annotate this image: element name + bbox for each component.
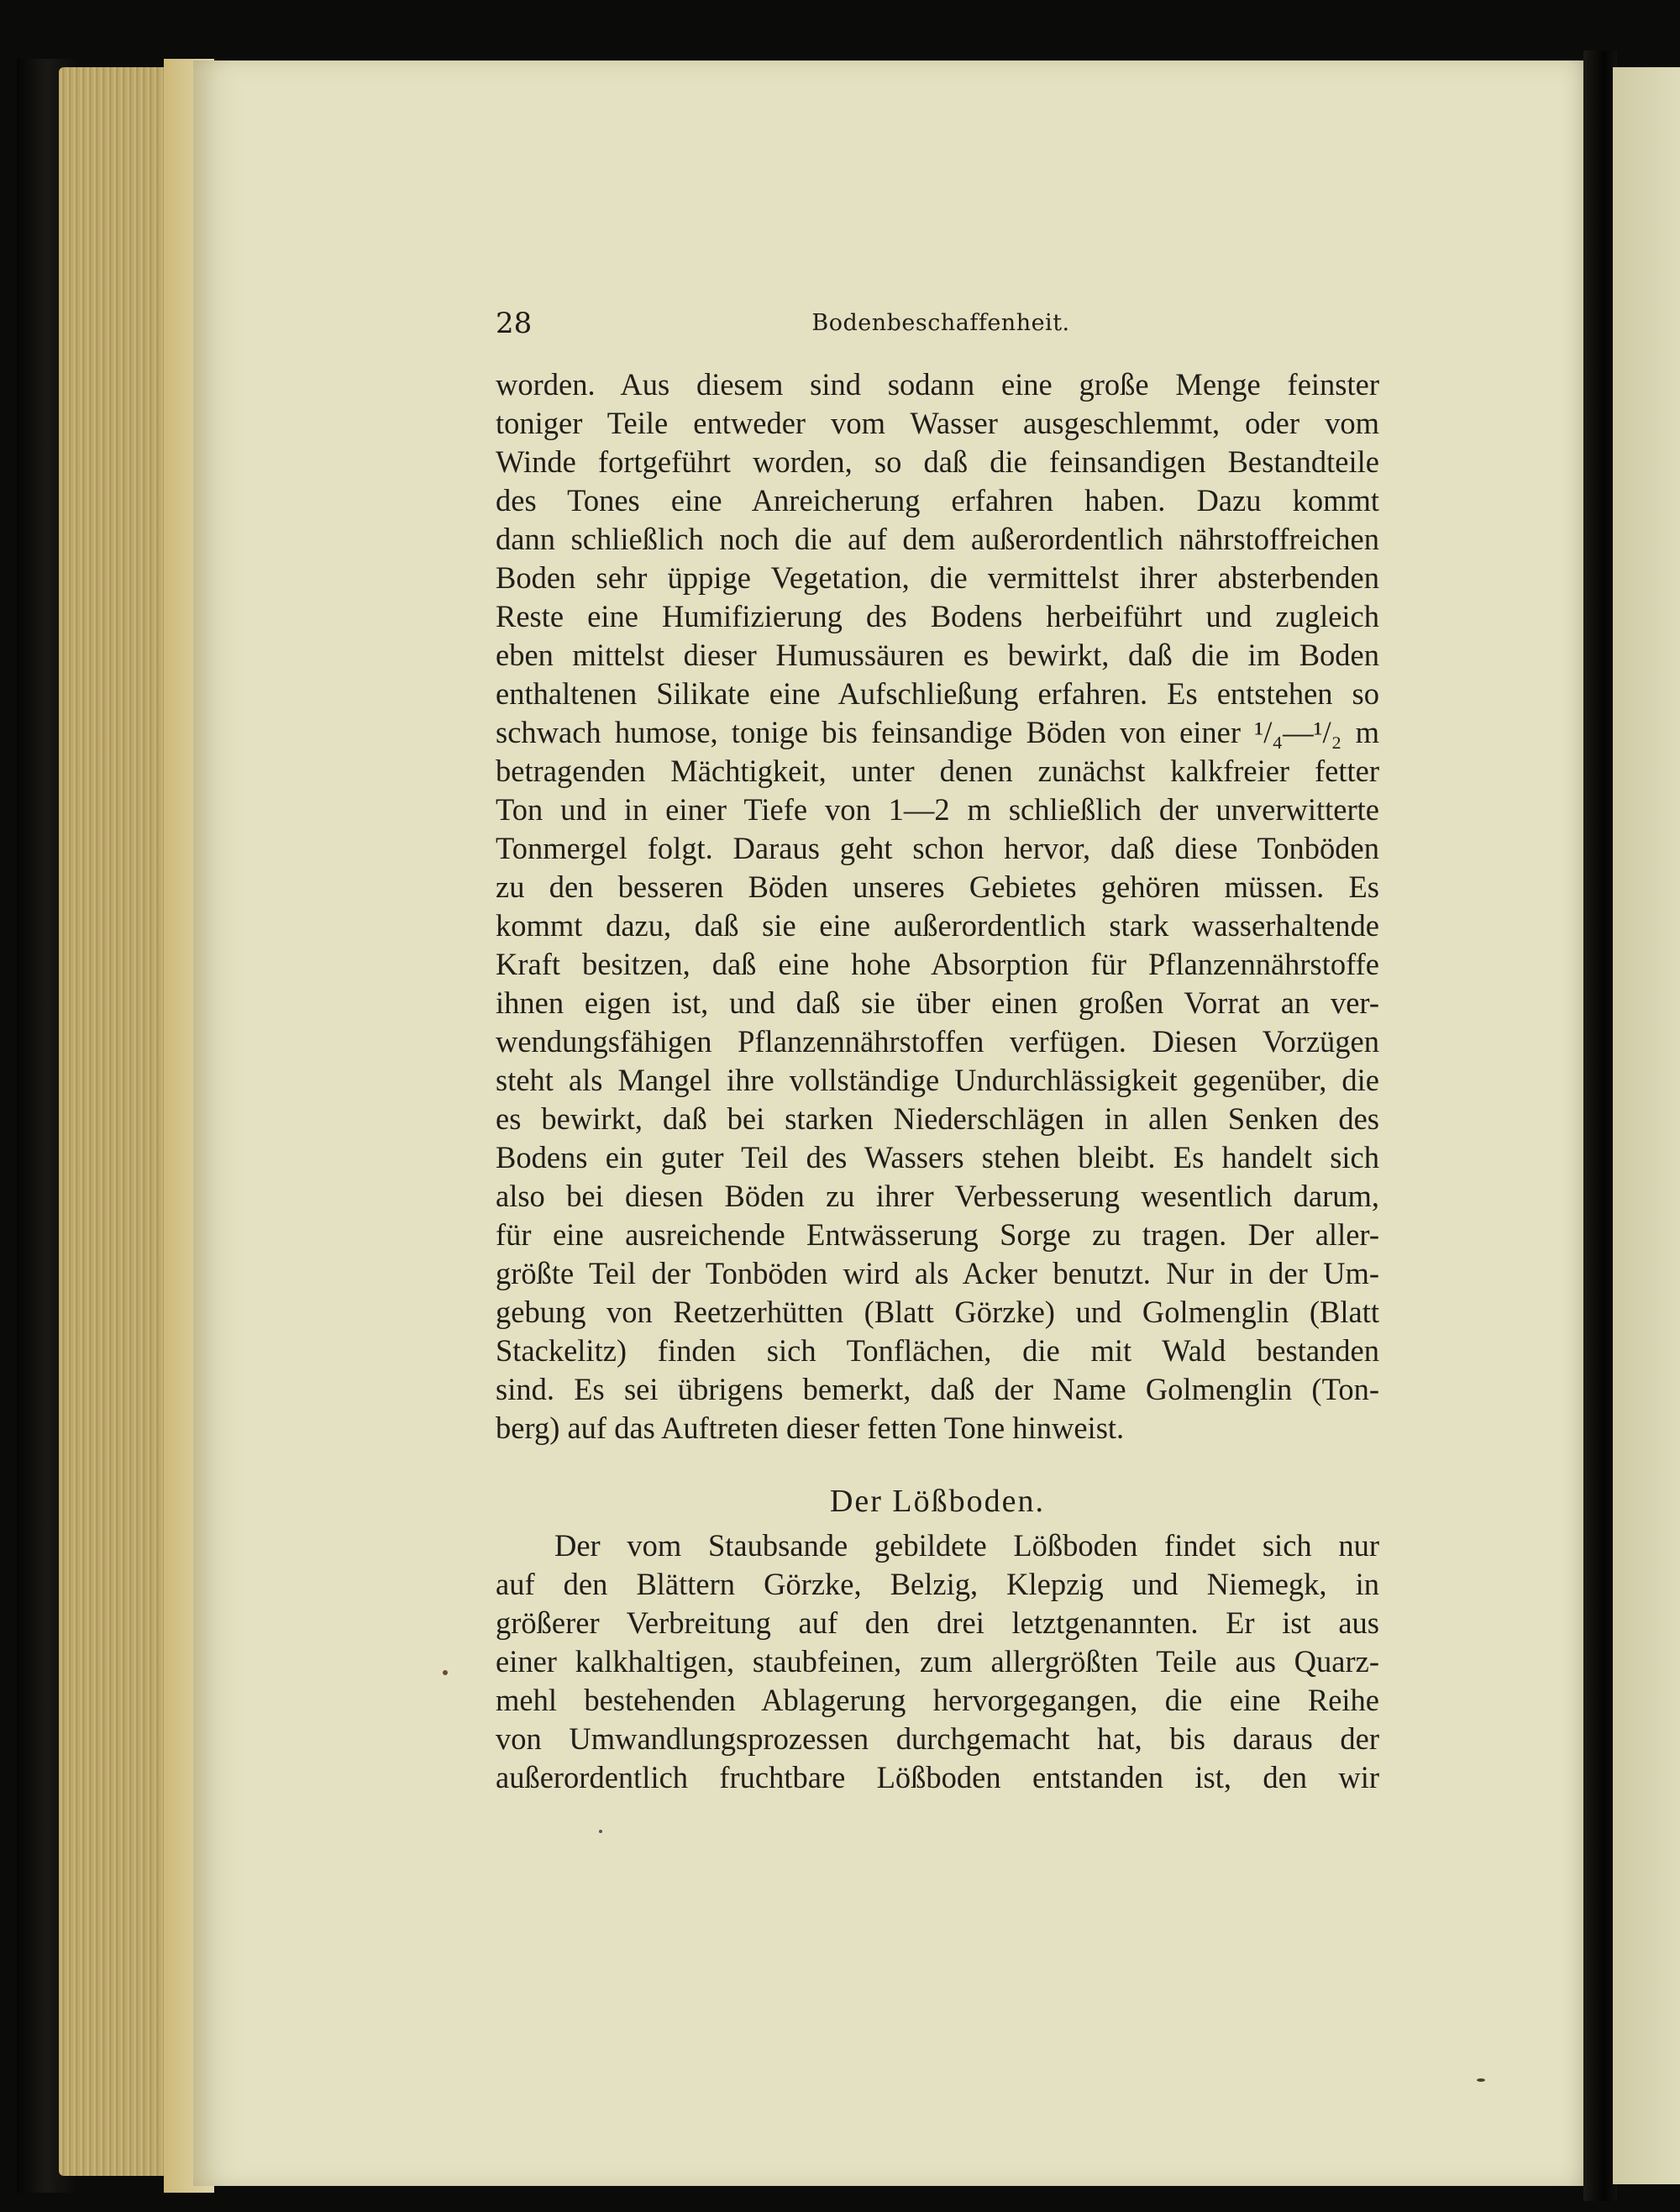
text-line: Winde fortgeführt worden, so daß die feinsandigen Bestandteile: [496, 444, 1379, 479]
paragraph-1: [496, 365, 1379, 1448]
text-line: gebung von Reetzerhütten (Blatt Görzke) und Golmenglin (Blatt: [496, 1295, 1379, 1329]
text-line: dann schließlich noch die auf dem außerordentlich nährstoffreichen: [496, 522, 1379, 556]
text-line: also bei diesen Böden zu ihrer Verbesserung wesentlich darum,: [496, 1179, 1379, 1213]
text-line: außerordentlich fruchtbare Lößboden entstanden ist, den wir: [496, 1760, 1379, 1794]
text-line: wendungsfähigen Pflanzennährstoffen verfügen. Diesen Vorzügen: [496, 1024, 1379, 1059]
running-head: Bodenbeschaffenheit.: [811, 310, 1070, 336]
text-line: enthaltenen Silikate eine Aufschließung erfahren. Es entstehen so: [496, 676, 1379, 711]
paragraph-2: [496, 1526, 1379, 1797]
text-line: zu den besseren Böden unseres Gebietes gehören müssen. Es: [496, 870, 1379, 904]
section-heading: Der Lößboden.: [829, 1484, 1046, 1519]
text-line: Der vom Staubsande gebildete Lößboden findet sich nur: [554, 1528, 1379, 1563]
ink-speck: [1477, 2078, 1485, 2082]
text-line: berg) auf das Auftreten dieser fetten Tone hinweist.: [496, 1411, 1125, 1445]
text-line: schwach humose, tonige bis feinsandige Böden von einer ¹/₄—¹/₂ m: [496, 715, 1379, 749]
facing-page-edge: [1613, 67, 1680, 2184]
ink-speck: [599, 1830, 602, 1833]
text-line: Bodens ein guter Teil des Wassers stehen bleibt. Es handelt sich: [496, 1140, 1379, 1174]
text-line: für eine ausreichende Entwässerung Sorge zu tragen. Der aller-: [496, 1217, 1379, 1252]
text-line: von Umwandlungsprozessen durchgemacht hat, bis daraus der: [496, 1721, 1379, 1756]
text-line: auf den Blättern Görzke, Belzig, Klepzig und Niemegk, in: [496, 1567, 1379, 1601]
text-line: des Tones eine Anreicherung erfahren haben. Dazu kommt: [496, 483, 1379, 518]
page-number: 28: [496, 307, 533, 340]
text-line: eben mittelst dieser Humussäuren es bewirkt, daß die im Boden: [496, 638, 1379, 672]
ink-speck: [443, 1670, 448, 1675]
text-line: betragenden Mächtigkeit, unter denen zunächst kalkfreier fetter: [496, 754, 1379, 788]
book-gutter: [1583, 50, 1617, 2201]
page-header: [496, 307, 1386, 349]
text-line: Boden sehr üppige Vegetation, die vermittelst ihrer absterbenden: [496, 560, 1379, 595]
text-line: steht als Mangel ihre vollständige Undurchlässigkeit gegenüber, die: [496, 1063, 1379, 1097]
text-line: ihnen eigen ist, und daß sie über einen großen Vorrat an ver-: [496, 985, 1379, 1020]
text-line: Reste eine Humifizierung des Bodens herbeiführt und zugleich: [496, 599, 1379, 633]
text-line: toniger Teile entweder vom Wasser ausgeschlemmt, oder vom: [496, 406, 1379, 440]
text-line: Ton und in einer Tiefe von 1—2 m schließlich der unverwitterte: [496, 792, 1379, 827]
text-line: sind. Es sei übrigens bemerkt, daß der Name Golmenglin (Ton-: [496, 1372, 1379, 1406]
text-line: kommt dazu, daß sie eine außerordentlich stark wasserhaltende: [496, 908, 1379, 943]
text-line: Tonmergel folgt. Daraus geht schon hervor, daß diese Tonböden: [496, 831, 1379, 865]
text-line: Kraft besitzen, daß eine hohe Absorption für Pflanzennährstoffe: [496, 947, 1379, 981]
text-line: größte Teil der Tonböden wird als Acker benutzt. Nur in der Um-: [496, 1256, 1379, 1290]
text-line: es bewirkt, daß bei starken Niederschlägen in allen Senken des: [496, 1101, 1379, 1136]
text-line: größerer Verbreitung auf den drei letztgenannten. Er ist aus: [496, 1605, 1379, 1640]
text-line: Stackelitz) finden sich Tonflächen, die mit Wald bestanden: [496, 1333, 1379, 1368]
text-line: einer kalkhaltigen, staubfeinen, zum allergrößten Teile aus Quarz-: [496, 1644, 1379, 1679]
text-line: worden. Aus diesem sind sodann eine große Menge feinster: [496, 367, 1379, 402]
text-line: mehl bestehenden Ablagerung hervorgegangen, die eine Reihe: [496, 1683, 1379, 1717]
